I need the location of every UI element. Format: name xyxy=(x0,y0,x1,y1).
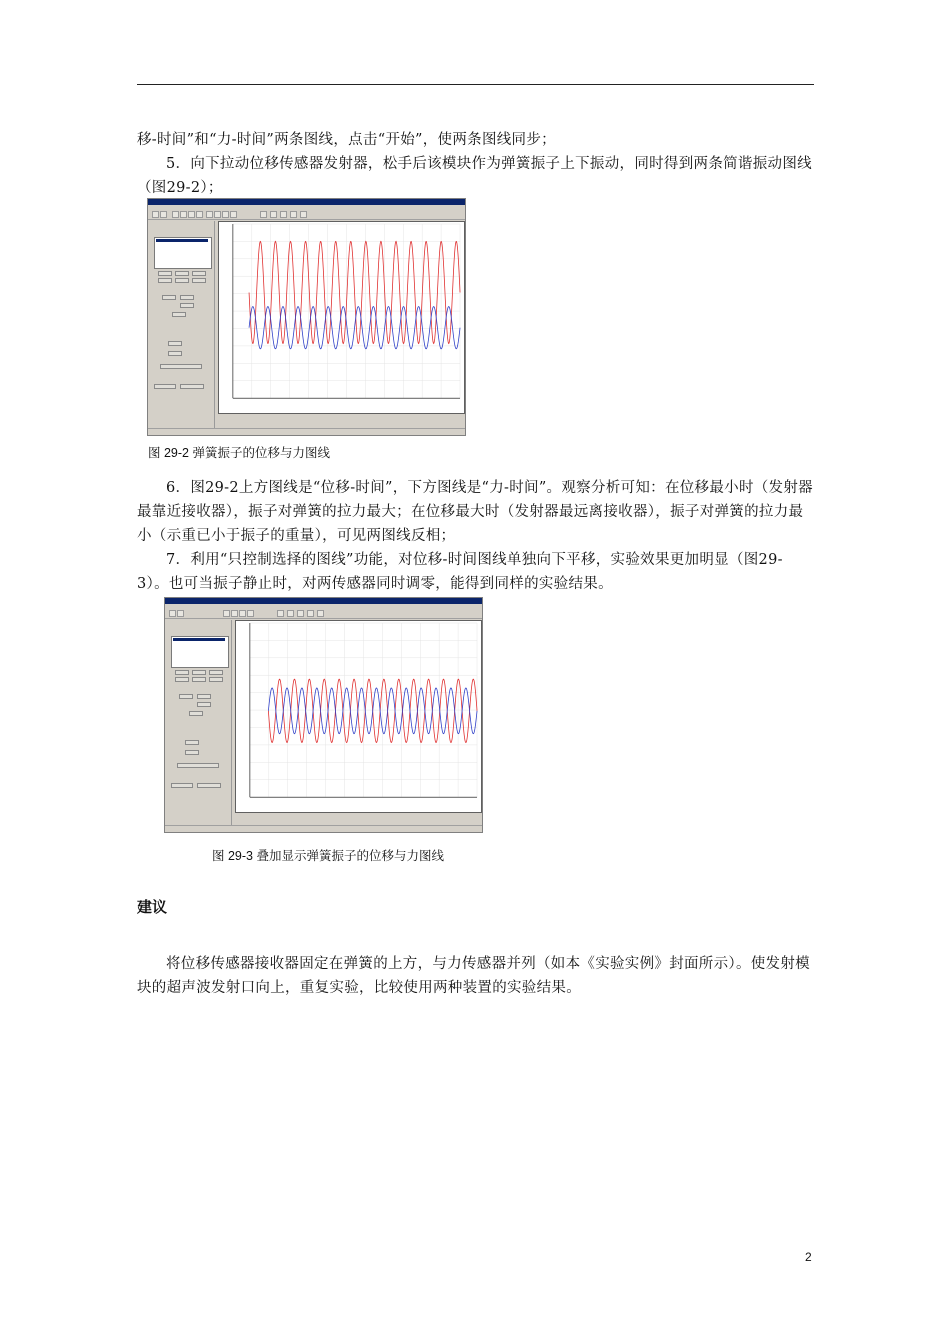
axis-stepper xyxy=(168,351,182,356)
axis-stepper xyxy=(185,740,199,745)
page-number: 2 xyxy=(805,1250,812,1264)
panel-button xyxy=(175,670,189,675)
toolbar-button xyxy=(300,211,307,218)
figure-29-2-plot xyxy=(218,221,465,414)
panel-button xyxy=(158,271,172,276)
panel-button xyxy=(197,783,221,788)
panel-button xyxy=(175,677,189,682)
figure-29-3-screenshot xyxy=(164,597,483,833)
stop-icon xyxy=(270,211,277,218)
toolbar-button xyxy=(214,211,221,218)
paragraph-step-7: 7．利用“只控制选择的图线”功能，对位移-时间图线单独向下平移，实验效果更加明显（图29-3）。也可当振子静止时，对两传感器同时调零，能得到同样的实验结果。 xyxy=(137,552,783,592)
toolbar-button xyxy=(317,610,324,617)
panel-button xyxy=(192,278,206,283)
toolbar-button xyxy=(239,610,246,617)
toolbar-button xyxy=(160,211,167,218)
status-bar xyxy=(148,428,465,435)
toolbar-button xyxy=(177,610,184,617)
toolbar-button xyxy=(223,610,230,617)
graph-list xyxy=(154,237,212,269)
graph-list xyxy=(171,636,229,668)
figure-29-2-screenshot xyxy=(147,198,466,436)
axis-stepper xyxy=(168,341,182,346)
graph-list-selected xyxy=(173,638,225,641)
toolbar-button xyxy=(280,211,287,218)
panel-button xyxy=(171,783,193,788)
toolbar-button xyxy=(222,211,229,218)
panel-button xyxy=(189,711,203,716)
play-icon xyxy=(277,610,284,617)
header-rule xyxy=(137,84,814,85)
control-panel xyxy=(150,221,215,428)
app-toolbar xyxy=(148,210,465,220)
toolbar-button xyxy=(180,211,187,218)
stop-icon xyxy=(287,610,294,617)
panel-button xyxy=(209,670,223,675)
panel-button xyxy=(177,763,219,768)
panel-button xyxy=(180,384,204,389)
paragraph-step-6: 6．图29-2上方图线是“位移-时间”，下方图线是“力-时间”。观察分析可知：在位移最小时（发射器最靠近接收器），振子对弹簧的拉力最大；在位移最大时（发射器最远离接收器），振子对弹簧的拉力最小（示重已小于振子的重量），可见两图线反相； xyxy=(137,480,813,544)
stop-button xyxy=(180,295,194,300)
paragraph-suggestion: 将位移传感器接收器固定在弹簧的上方，与力传感器并列（如本《实验实例》封面所示）。使发射模块的超声波发射口向上，重复实验，比较使用两种装置的实验结果。 xyxy=(137,956,810,996)
panel-button xyxy=(154,384,176,389)
figure-29-3-plot xyxy=(235,620,482,813)
toolbar-button xyxy=(307,610,314,617)
panel-button xyxy=(192,271,206,276)
toolbar-button xyxy=(247,610,254,617)
toolbar-button xyxy=(206,211,213,218)
figure-29-3-caption: 图 29-3 叠加显示弹簧振子的位移与力图线 xyxy=(212,849,444,863)
toolbar-button xyxy=(152,211,159,218)
toolbar-button xyxy=(169,610,176,617)
app-toolbar xyxy=(165,609,482,619)
panel-button xyxy=(175,278,189,283)
panel-button xyxy=(160,364,202,369)
stop-button xyxy=(197,694,211,699)
start-button xyxy=(162,295,176,300)
toolbar-button xyxy=(290,211,297,218)
status-bar xyxy=(165,825,482,832)
paragraph-step-5: 5．向下拉动位移传感器发射器，松手后该模块作为弹簧振子上下振动，同时得到两条简谐振动图线（图29-2）； xyxy=(137,156,812,196)
panel-button xyxy=(192,677,206,682)
panel-button xyxy=(172,312,186,317)
axis-stepper xyxy=(185,750,199,755)
rate-select xyxy=(197,702,211,707)
paragraph-continuation: 移-时间”和“力-时间”两条图线，点击“开始”，使两条图线同步； xyxy=(137,132,556,148)
panel-button xyxy=(192,670,206,675)
start-button xyxy=(179,694,193,699)
graph-list-selected xyxy=(156,239,208,242)
toolbar-button xyxy=(230,211,237,218)
control-panel xyxy=(167,620,232,825)
panel-button xyxy=(209,677,223,682)
toolbar-button xyxy=(172,211,179,218)
play-icon xyxy=(260,211,267,218)
rate-select xyxy=(180,303,194,308)
panel-button xyxy=(175,271,189,276)
toolbar-button xyxy=(196,211,203,218)
toolbar-button xyxy=(297,610,304,617)
toolbar-button xyxy=(231,610,238,617)
figure-29-2-caption: 图 29-2 弹簧振子的位移与力图线 xyxy=(148,446,330,460)
section-heading-suggestion: 建议 xyxy=(137,899,168,916)
panel-button xyxy=(158,278,172,283)
toolbar-button xyxy=(188,211,195,218)
